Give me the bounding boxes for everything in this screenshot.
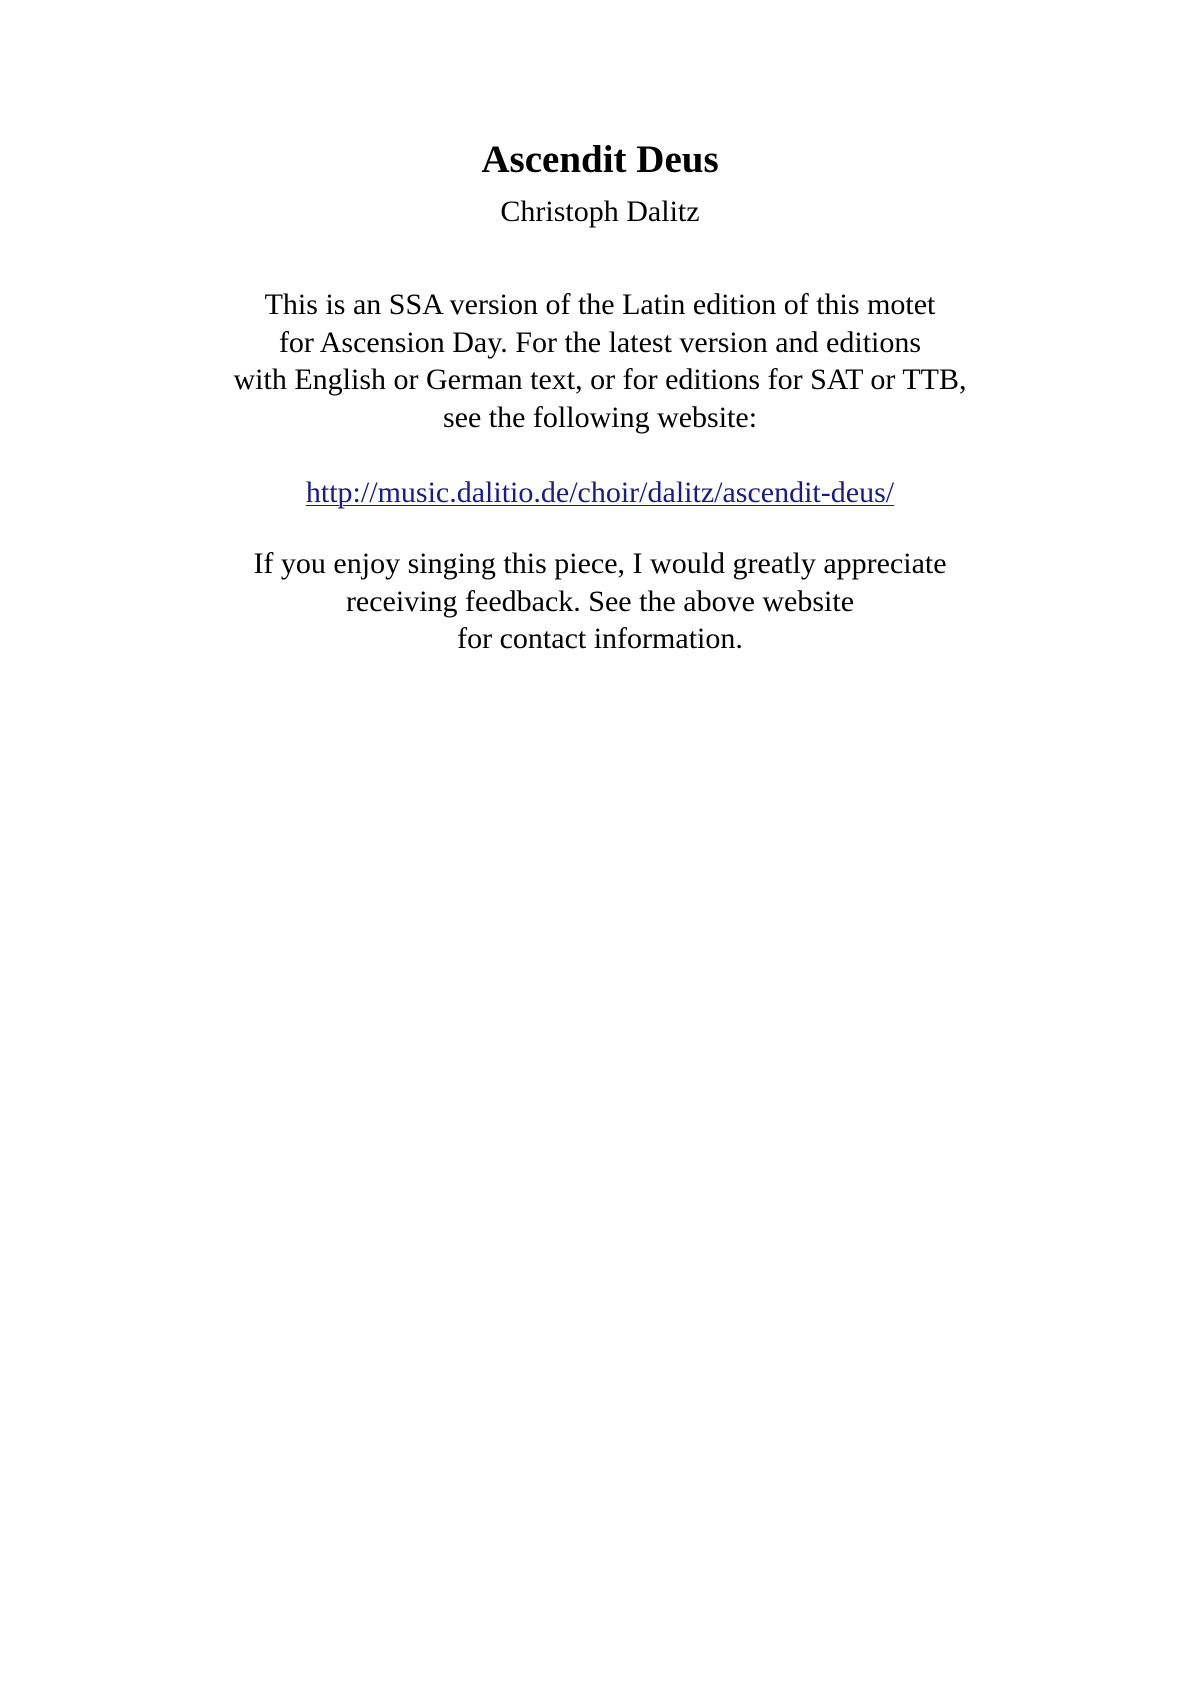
intro-paragraph <box>0 286 1200 436</box>
website-link-container <box>0 473 1200 513</box>
feedback-line: for contact information. <box>457 622 743 655</box>
feedback-paragraph <box>0 545 1200 658</box>
intro-line: with English or German text, or for editions for SAT or TTB, <box>233 363 967 396</box>
intro-line: for Ascension Day. For the latest version and editions <box>278 325 922 359</box>
intro-line: This is an SSA version of the Latin edition of this motet <box>264 288 936 321</box>
author-name: Christoph Dalitz <box>500 195 700 228</box>
page-content <box>0 136 1200 658</box>
intro-line: see the following website: <box>442 400 758 434</box>
website-link[interactable]: http://music.dalitio.de/choir/dalitz/ascendit-deus/ <box>305 476 895 509</box>
feedback-line: receiving feedback. See the above website <box>345 584 855 618</box>
feedback-line: If you enjoy singing this piece, I would greatly appreciate <box>253 547 947 580</box>
document-title: Ascendit Deus <box>481 138 719 181</box>
